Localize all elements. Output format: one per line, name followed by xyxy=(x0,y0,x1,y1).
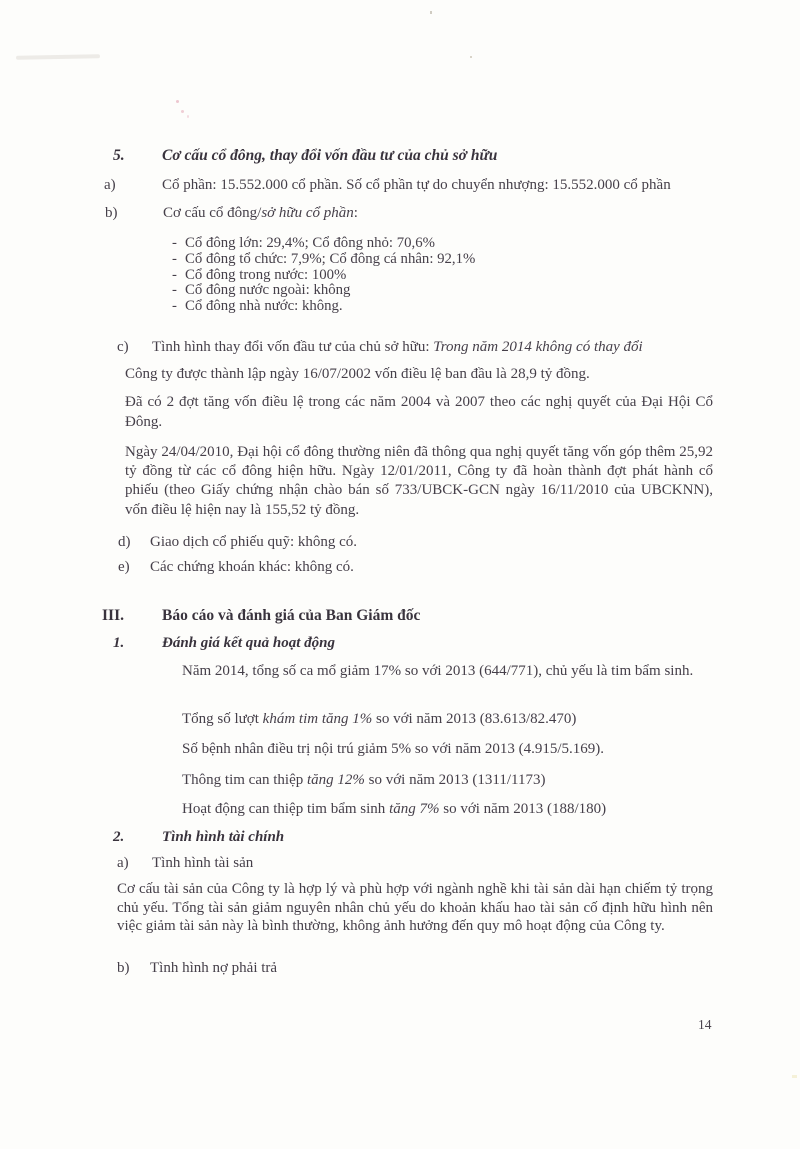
sub1-number: 1. xyxy=(113,635,125,651)
stat-catheterization-italic: tăng 12% xyxy=(306,772,365,788)
stat-congenital-italic: tăng 7% xyxy=(389,801,440,817)
item-b-text xyxy=(163,204,358,223)
item-c-text-regular: Tình hình thay đổi vốn đầu tư của chủ sở hữu: xyxy=(152,339,434,355)
sub1-title: Đánh giá kết quả hoạt động xyxy=(162,635,335,651)
paragraph-assets: Cơ cấu tài sản của Công ty là hợp lý và phù hợp với ngành nghề khi tài sản dài hạn chiếm tỷ trọng chủ yếu. Tổng tài sản giảm nguyên nhân chủ yếu do khoản khấu hao tài sản cố định hữu hình nên việc giảm tài sản này là bình thường, không ảnh hưởng đến quy mô hoạt động của Công ty. xyxy=(117,881,713,935)
item-b-text-italic: sở hữu cổ phần xyxy=(261,205,354,221)
stat-congenital-interventions xyxy=(182,800,606,819)
scan-artifact xyxy=(470,56,472,58)
item-d-label: d) xyxy=(118,534,131,550)
bullet-item: Cổ đông nước ngoài: không xyxy=(185,282,351,298)
item-b-text-regular: Cơ cấu cổ đông/ xyxy=(163,205,262,221)
bullet-dash: - xyxy=(172,267,177,283)
stat-congenital-before: Hoạt động can thiệp tim bẩm sinh xyxy=(182,801,390,817)
section3-number: III. xyxy=(102,607,124,624)
stat-catheterization-before: Thông tim can thiệp xyxy=(182,772,307,788)
bullet-item: Cổ đông nhà nước: không. xyxy=(185,298,343,314)
bullet-item: Cổ đông trong nước: 100% xyxy=(185,267,347,283)
section5-title: Cơ cấu cổ đông, thay đổi vốn đầu tư của chủ sở hữu xyxy=(162,147,498,164)
bullet-dash: - xyxy=(172,251,177,267)
stat-inpatients: Số bệnh nhân điều trị nội trú giảm 5% so với năm 2013 (4.915/5.169). xyxy=(182,741,605,757)
item-b-label: b) xyxy=(105,205,118,221)
bullet-item: Cổ đông lớn: 29,4%; Cổ đông nhỏ: 70,6% xyxy=(185,235,435,251)
sub2-item-b-text: Tình hình nợ phải trả xyxy=(150,960,278,976)
stat-catheterization xyxy=(182,771,545,790)
scan-artifact xyxy=(181,110,184,113)
scan-artifact xyxy=(176,100,179,103)
bullet-dash: - xyxy=(172,282,177,298)
stat-heart-exams-italic: khám tim tăng 1% xyxy=(262,711,373,727)
bullet-item: Cổ đông tổ chức: 7,9%; Cổ đông cá nhân: 92,1% xyxy=(185,251,476,267)
paragraph-capital-increases: Đã có 2 đợt tăng vốn điều lệ trong các năm 2004 và 2007 theo các nghị quyết của Đại Hội Cổ Đông. xyxy=(125,394,713,430)
stat-heart-exams xyxy=(182,710,576,729)
stat-heart-exams-after: so với năm 2013 (83.613/82.470) xyxy=(372,711,577,727)
page-number: 14 xyxy=(698,1017,712,1032)
section3-title: Báo cáo và đánh giá của Ban Giám đốc xyxy=(162,607,421,624)
scan-artifact xyxy=(792,1075,797,1078)
sub2-number: 2. xyxy=(113,829,125,845)
bullet-dash: - xyxy=(172,235,177,251)
scan-artifact xyxy=(430,11,432,14)
item-d-text: Giao dịch cổ phiếu quỹ: không có. xyxy=(150,534,358,550)
item-e-label: e) xyxy=(118,559,130,575)
item-c-text-italic: Trong năm 2014 không có thay đổi xyxy=(433,339,643,355)
item-c-text xyxy=(152,338,643,357)
section5-number: 5. xyxy=(113,147,125,164)
bullet-dash: - xyxy=(172,298,177,314)
scan-artifact xyxy=(187,115,189,118)
paragraph-capital-2010: Ngày 24/04/2010, Đại hội cổ đông thường niên đã thông qua nghị quyết tăng vốn góp thêm 25,92 tỷ đồng từ các cổ đông hiện hữu. Ngày 12/01/2011, Công ty đã hoàn thành đợt phát hành cổ phiếu (theo Giấy chứng nhận chào bán số 733/UBCK-GCN ngày 16/11/2010 của UBCKNN), vốn điều lệ hiện nay là 155,52 tỷ đồng. xyxy=(125,444,713,518)
sub2-title: Tình hình tài chính xyxy=(162,829,285,845)
item-e-text: Các chứng khoán khác: không có. xyxy=(150,559,354,575)
item-b-text-colon: : xyxy=(353,205,358,221)
item-a-label: a) xyxy=(104,177,116,193)
sub2-item-a-text: Tình hình tài sản xyxy=(152,855,254,871)
stat-catheterization-after: so với năm 2013 (1311/1173) xyxy=(364,772,546,788)
stat-heart-exams-before: Tổng số lượt xyxy=(182,711,263,727)
item-a-text: Cổ phần: 15.552.000 cổ phần. Số cổ phần tự do chuyển nhượng: 15.552.000 cổ phần xyxy=(162,177,671,193)
scan-artifact xyxy=(16,54,100,59)
sub2-item-a-label: a) xyxy=(117,855,129,871)
stat-surgeries: Năm 2014, tổng số ca mổ giảm 17% so với 2013 (644/771), chủ yếu là tim bẩm sinh. xyxy=(182,663,694,679)
paragraph-founding: Công ty được thành lập ngày 16/07/2002 vốn điều lệ ban đầu là 28,9 tỷ đồng. xyxy=(125,366,590,382)
sub2-item-b-label: b) xyxy=(117,960,130,976)
stat-congenital-after: so với năm 2013 (188/180) xyxy=(439,801,607,817)
item-c-label: c) xyxy=(117,339,129,355)
